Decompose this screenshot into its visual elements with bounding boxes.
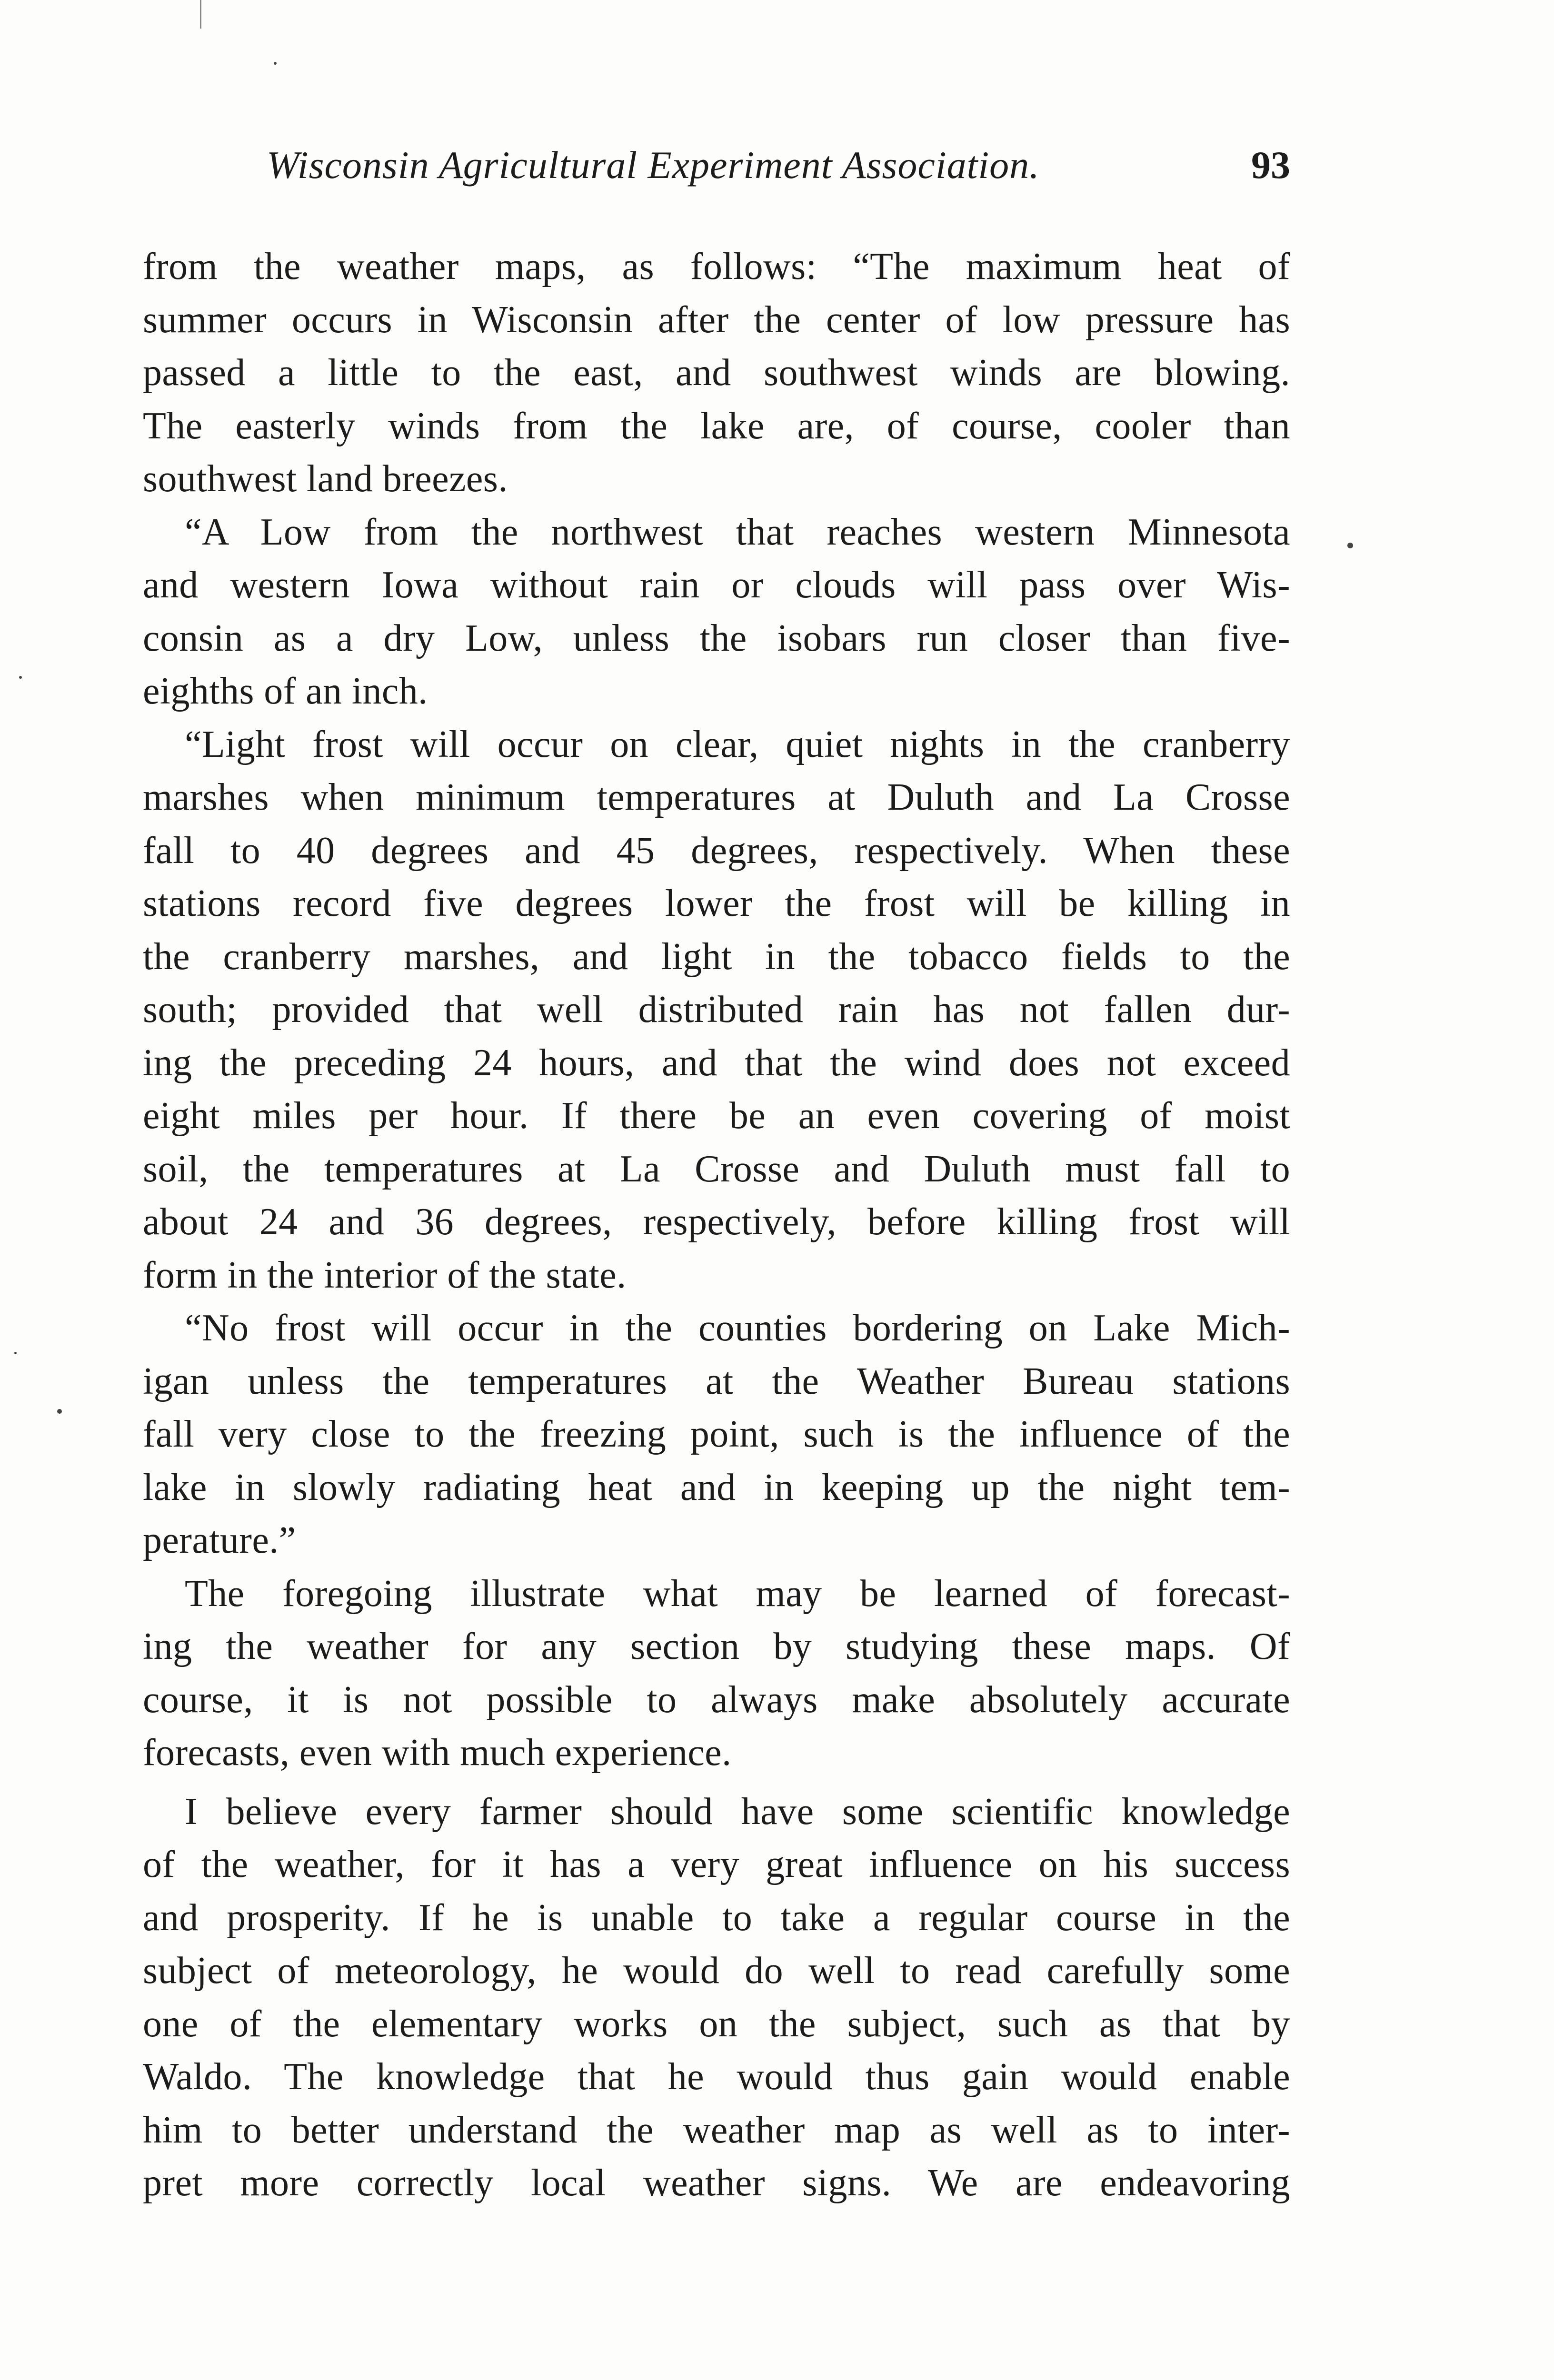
text-line: lake in slowly radiating heat and in keeping up the night tem- — [143, 1466, 1290, 1508]
text-line: him to better understand the weather map as well as to inter- — [143, 2109, 1290, 2151]
scan-speck — [57, 1409, 62, 1414]
page-header — [267, 143, 1290, 205]
page-number: 93 — [1251, 143, 1290, 187]
text-line: igan unless the temperatures at the Weather Bureau stations — [143, 1360, 1290, 1402]
text-line: the cranberry marshes, and light in the tobacco fields to the — [143, 935, 1290, 978]
scan-margin-mark — [200, 0, 201, 29]
text-line: consin as a dry Low, unless the isobars run closer than five- — [143, 617, 1290, 659]
text-line: “Light frost will occur on clear, quiet nights in the cranberry — [185, 723, 1290, 765]
paragraph-gap — [143, 1780, 1290, 1785]
text-line: and western Iowa without rain or clouds will pass over Wis- — [143, 564, 1290, 606]
text-line: ing the preceding 24 hours, and that the wind does not exceed — [143, 1041, 1290, 1084]
text-line: from the weather maps, as follows: “The maximum heat of — [143, 246, 1290, 288]
text-line: course, it is not possible to always make absolutely accurate — [143, 1678, 1290, 1721]
scan-speck — [14, 1352, 17, 1354]
text-line: Waldo. The knowledge that he would thus gain would enable — [143, 2056, 1290, 2098]
text-line: summer occurs in Wisconsin after the center of low pressure has — [143, 298, 1290, 341]
scan-speck — [1347, 543, 1353, 548]
text-line: “A Low from the northwest that reaches western Minnesota — [185, 511, 1290, 553]
text-line: pret more correctly local weather signs. We are endeavoring — [143, 2162, 1290, 2204]
text-line: southwest land breezes. — [143, 458, 508, 500]
text-line: stations record five degrees lower the frost will be killing in — [143, 883, 1290, 924]
text-line: The easterly winds from the lake are, of course, cooler than — [143, 405, 1290, 447]
text-line: marshes when minimum temperatures at Duluth and La Crosse — [143, 776, 1290, 818]
text-line: soil, the temperatures at La Crosse and Duluth must fall to — [143, 1148, 1290, 1190]
text-line: subject of meteorology, he would do well to read carefully some — [143, 1950, 1290, 1992]
text-line: The foregoing illustrate what may be learned of forecast- — [185, 1572, 1290, 1615]
text-line: of the weather, for it has a very great influence on his success — [143, 1844, 1290, 1885]
text-line: form in the interior of the state. — [143, 1254, 627, 1296]
text-line: passed a little to the east, and southwest winds are blowing. — [143, 352, 1290, 394]
text-line: forecasts, even with much experience. — [143, 1732, 732, 1774]
text-line: and prosperity. If he is unable to take a regular course in the — [143, 1896, 1290, 1939]
text-line: “No frost will occur in the counties bordering on Lake Mich- — [185, 1307, 1290, 1349]
text-line: south; provided that well distributed rain has not fallen dur- — [143, 989, 1290, 1031]
text-line: I believe every farmer should have some scientific knowledge — [185, 1790, 1290, 1833]
text-line: perature.” — [143, 1519, 296, 1561]
text-line: fall to 40 degrees and 45 degrees, respectively. When these — [143, 829, 1290, 872]
text-line: about 24 and 36 degrees, respectively, before killing frost will — [143, 1201, 1290, 1243]
body-text — [143, 240, 1290, 2210]
text-line: eight miles per hour. If there be an even covering of moist — [143, 1095, 1290, 1137]
text-line: one of the elementary works on the subject, such as that by — [143, 2003, 1290, 2045]
text-line: ing the weather for any section by studying these maps. Of — [143, 1626, 1290, 1667]
scan-speck — [19, 676, 22, 679]
text-line: fall very close to the freezing point, such is the influence of the — [143, 1413, 1290, 1455]
text-line: eighths of an inch. — [143, 670, 428, 712]
running-title: Wisconsin Agricultural Experiment Association. — [267, 143, 1040, 187]
scan-speck — [274, 62, 277, 65]
